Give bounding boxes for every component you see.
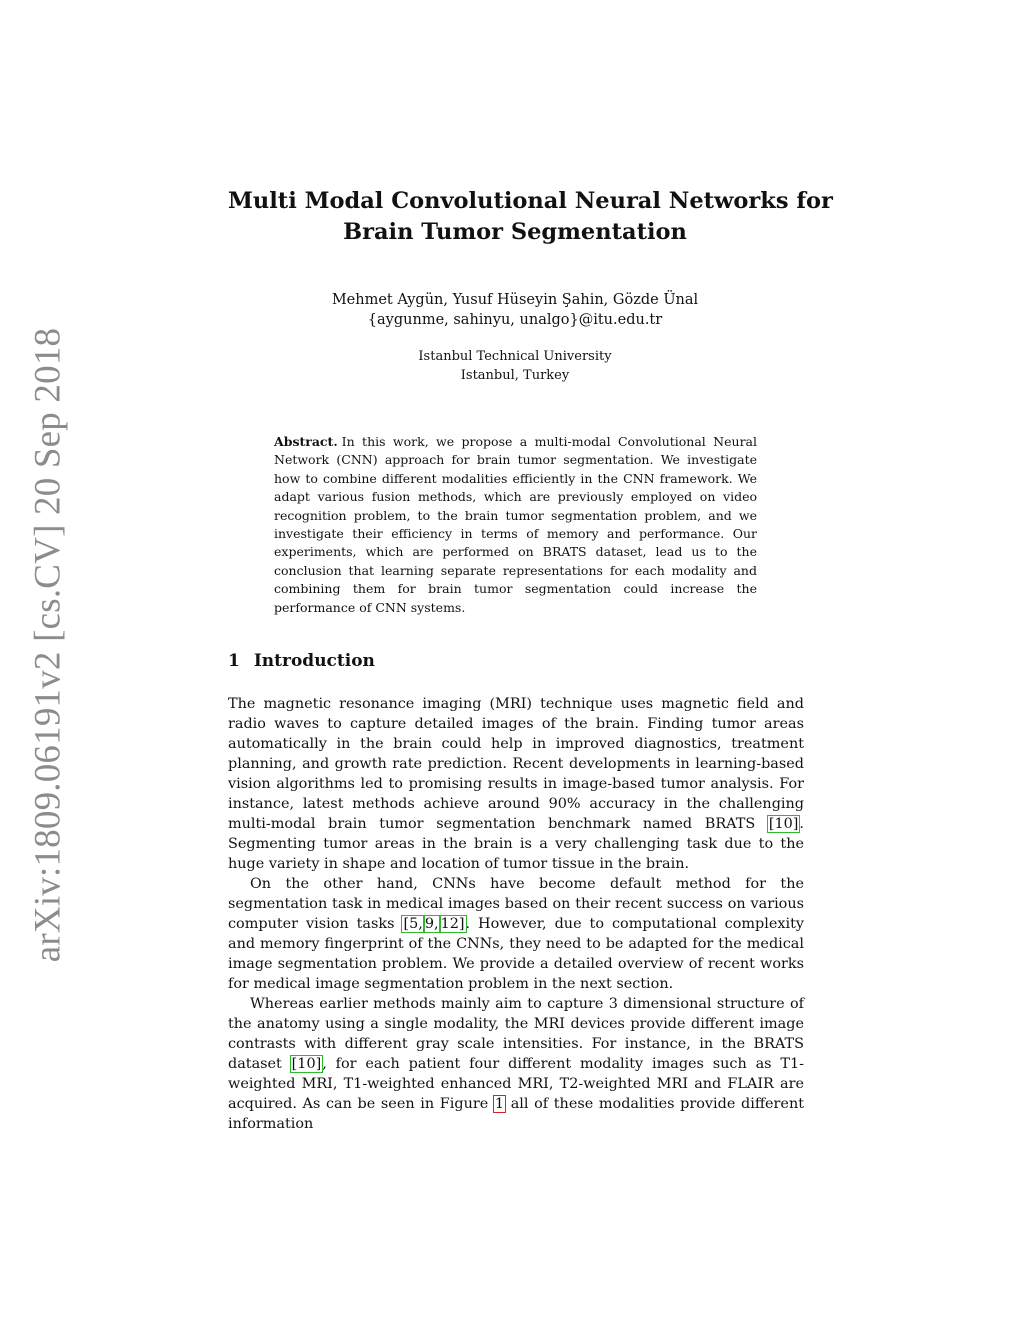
- paragraph-3-text-c: all of these modalities provide different information: [228, 1096, 805, 1132]
- paragraph-3-text-b: , for each patient four different modality images such as T1-weighted MRI, T1-weighted enhanced MRI, T2-weighted MRI and FLAIR are acquired. As can be seen in Figure: [228, 1056, 804, 1112]
- paragraph-2: [228, 874, 804, 994]
- abstract-text: In this work, we propose a multi-modal Convolutional Neural Network (CNN) approach for brain tumor segmentation. We investigate how to combine different modalities efficiently in the CNN framework. We adapt various fusion methods, which are previously employed on video recognition problem, to the brain tumor segmentation problem, and we investigate their efficiency in terms of memory and performance. Our experiments, which are performed on BRATS dataset, lead us to the conclusion that learning separate representations for each modality and combining them for brain tumor segmentation could increase the performance of CNN systems.: [274, 434, 757, 615]
- author-names: Mehmet Aygün, Yusuf Hüseyin Şahin, Gözde Ünal: [331, 292, 699, 308]
- section-title: Introduction: [253, 651, 375, 671]
- author-emails[interactable]: {aygunme, sahinyu, unalgo}@itu.edu.tr: [367, 312, 663, 328]
- paragraph-1-text-a: The magnetic resonance imaging (MRI) technique uses magnetic field and radio waves to capture detailed images of the brain. Finding tumor areas automatically in the brain could help in improved diagnostics, treatment planning, and growth rate prediction. Recent developments in learning-based vision algorithms led to promising results in image-based tumor analysis. For instance, latest methods achieve around 90% accuracy in the challenging multi-modal brain tumor segmentation benchmark named BRATS: [228, 696, 804, 832]
- paragraph-3-text-a: Whereas earlier methods mainly aim to capture 3 dimensional structure of the anatomy using a single modality, the MRI devices provide different image contrasts with different gray scale intensities. For instance, in the BRATS dataset: [228, 996, 804, 1072]
- paragraph-3: [228, 994, 804, 1134]
- citation-link[interactable]: [10]: [291, 1056, 322, 1072]
- figure-reference-link[interactable]: 1: [494, 1096, 505, 1112]
- abstract: [274, 433, 757, 617]
- title-line-1: Multi Modal Convolutional Neural Networks for: [228, 188, 833, 214]
- affiliation-block: [228, 347, 802, 385]
- body-text: [228, 694, 804, 1134]
- author-block: [228, 290, 802, 330]
- arxiv-identifier: arXiv:1809.06191v2 [cs.CV] 20 Sep 2018: [27, 327, 69, 963]
- citation-link[interactable]: 9,: [424, 916, 439, 932]
- paper-title: [228, 186, 833, 248]
- paragraph-2-text-a: On the other hand, CNNs have become default method for the segmentation task in medical images based on their recent success on various computer vision tasks: [228, 876, 804, 932]
- citation-link[interactable]: 12]: [440, 916, 465, 932]
- citation-link[interactable]: [5,: [403, 916, 423, 932]
- affiliation-institution: Istanbul Technical University: [418, 349, 612, 364]
- paragraph-1: [228, 694, 804, 874]
- paragraph-1-text-b: . Segmenting tumor areas in the brain is a very challenging task due to the huge variety in shape and location of tumor tissue in the brain.: [228, 816, 804, 872]
- abstract-label: Abstract.: [274, 434, 338, 449]
- title-line-2: Brain Tumor Segmentation: [343, 219, 687, 245]
- citation-link[interactable]: [10]: [768, 816, 799, 832]
- affiliation-location: Istanbul, Turkey: [460, 368, 570, 383]
- section-number: 1: [228, 651, 240, 671]
- section-heading: [228, 651, 375, 671]
- paragraph-2-text-b: . However, due to computational complexity and memory fingerprint of the CNNs, they need to be adapted for the medical image segmentation problem. We provide a detailed overview of recent works for medical image segmentation problem in the next section.: [228, 916, 804, 992]
